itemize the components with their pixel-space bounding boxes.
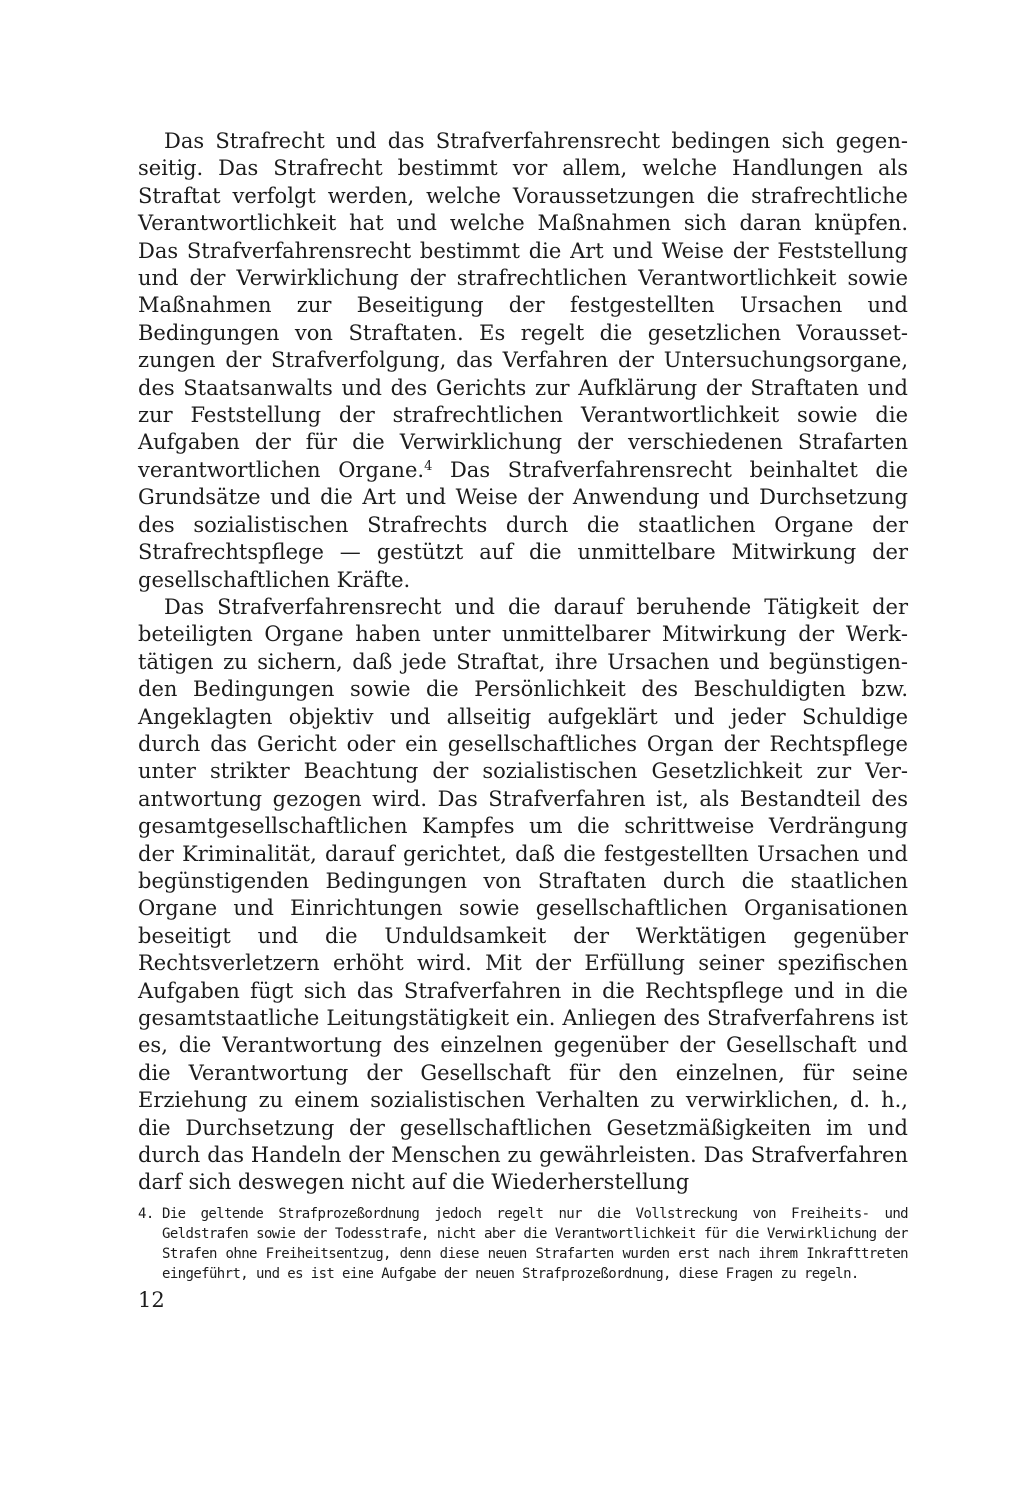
paragraph-2: Das Strafverfahrensrecht und die darauf beruhende Tätigkeit der beteiligten Organe haben unter unmittelbarer Mitwirkung der Werktätigen zu sichern, daß jede Straftat, ihre Ursachen und begünstigenden Bedingungen sowie die Persönlichkeit des Beschuldigten bzw. Angeklagten objektiv und allseitig aufgeklärt und jeder Schuldige durch das Gericht oder ein gesellschaftliches Organ der Rechtspflege unter strikter Beachtung der sozialistischen Gesetzlichkeit zur Verantwortung gezogen wird. Das Strafverfahren ist, als Bestandteil des gesamtgesellschaftlichen Kampfes um die schrittweise Verdrängung der Kriminalität, darauf gerichtet, daß die festgestellten Ursachen und begünstigenden Bedingungen von Straftaten durch die staatlichen Organe und Einrichtungen sowie gesellschaftlichen Organisationen beseitigt und die Unduldsamkeit der Werktätigen gegenüber Rechtsverletzern erhöht wird. Mit der Erfüllung seiner spezifischen Aufgaben fügt sich das Strafverfahren in die Rechtspflege und in die gesamtstaatliche Leitungstätigkeit ein. Anliegen des Strafverfahrens ist es, die Verantwortung des einzelnen gegenüber der Gesellschaft und die Verantwortung der Gesellschaft für den einzelnen, für seine Erziehung zu einem sozialistischen Verhalten zu verwirklichen, d. h., die Durchsetzung der gesellschaftlichen Gesetzmäßigkeiten im und durch das Handeln der Menschen zu gewährleisten. Das Strafverfahren darf sich deswegen nicht auf die Wiederherstellung — [138, 594, 908, 1195]
body-text — [138, 128, 908, 1197]
paragraph-1 — [138, 128, 908, 594]
page-content — [138, 128, 908, 1284]
footnote-text: Die geltende Strafprozeßordnung jedoch regelt nur die Vollstreckung von Freiheits- und Geldstrafen sowie der Todesstrafe, nicht aber die Verantwortlichkeit für die Verwirklichung der Strafen ohne Freiheitsentzug, denn diese neuen Strafarten wurden erst nach ihrem Inkrafttreten eingeführt, und es ist eine Aufgabe der neuen Strafprozeßordnung, diese Fragen zu regeln. — [162, 1205, 908, 1282]
footnote — [138, 1204, 908, 1284]
page-number: 12 — [138, 1288, 165, 1312]
footnote-reference: 4 — [424, 458, 433, 474]
footnote-marker: 4. — [138, 1205, 154, 1222]
paragraph-1-continuation: Das Strafverfahrensrecht beinhaltet die Grundsätze und die Art und Weise der Anwendung und Durchsetzung des sozialistischen Strafrechts durch die staatlichen Organe der Strafrechtspflege — gestützt auf die unmittelbare Mitwirkung der gesellschaftlichen Kräfte. — [138, 457, 908, 592]
paragraph-1-text: Das Strafrecht und das Strafverfahrensrecht bedingen sich gegenseitig. Das Strafrecht bestimmt vor allem, welche Handlungen als Straftat verfolgt werden, welche Voraussetzungen die strafrechtliche Verantwortlichkeit hat und welche Maßnahmen sich daran knüpfen. Das Strafverfahrensrecht bestimmt die Art und Weise der Feststellung und der Verwirklichung der strafrechtlichen Verantwortlichkeit sowie Maßnahmen zur Beseitigung der festgestellten Ursachen und Bedingungen von Straftaten. Es regelt die gesetzlichen Voraussetzungen der Strafverfolgung, das Verfahren der Untersuchungsorgane, des Staatsanwalts und des Gerichts zur Aufklärung der Straftaten und zur Feststellung der strafrechtlichen Verantwortlichkeit sowie die Aufgaben der für die Verwirklichung der verschiedenen Strafarten verantwortlichen Organe. — [138, 129, 908, 482]
